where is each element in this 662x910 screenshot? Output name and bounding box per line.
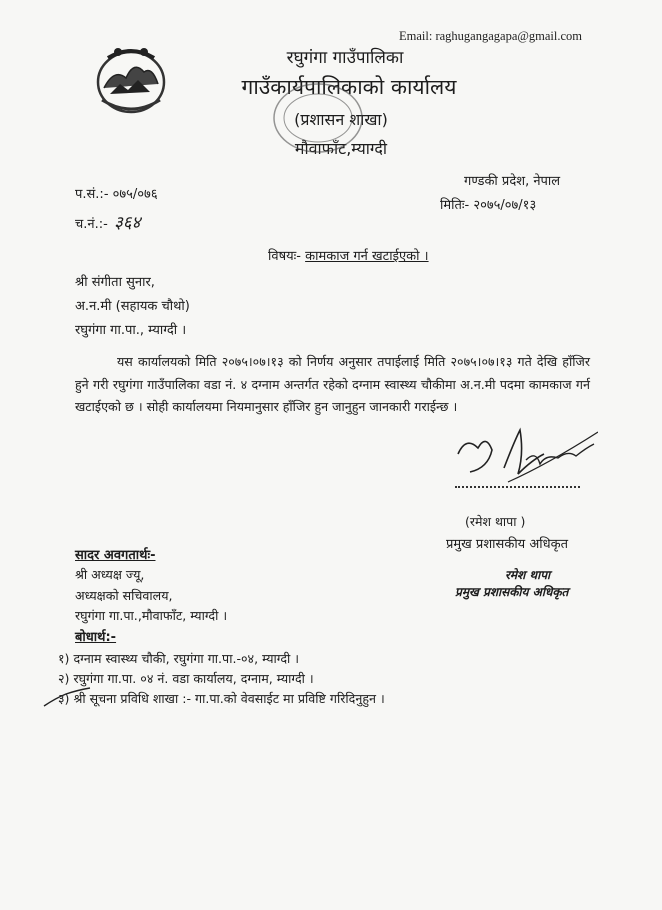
- signatory-title: प्रमुख प्रशासकीय अधिकृत: [446, 537, 569, 552]
- handwritten-mark-icon: [42, 684, 92, 712]
- chalani-handwritten-number: ३६४: [113, 213, 141, 233]
- cc-line: श्री अध्यक्ष ज्यू,: [75, 567, 145, 582]
- subject-line: [268, 246, 429, 264]
- info-line: १) दग्नाम स्वास्थ्य चौकी, रघुगंगा गा.पा.-०४, म्याग्दी ।: [58, 651, 300, 666]
- cc-line: रघुगंगा गा.पा.,मौवाफाँट, म्याग्दी ।: [75, 608, 228, 623]
- cc-line: अध्यक्षको सचिवालय,: [75, 588, 173, 603]
- subject-label: विषयः-: [268, 249, 301, 264]
- office-stamp-icon: [268, 78, 368, 158]
- province: गण्डकी प्रदेश, नेपाल: [464, 174, 561, 189]
- email-address: Email: raghugangagapa@gmail.com: [399, 29, 582, 43]
- section-name: (प्रशासन शाखा): [294, 110, 388, 129]
- signatory-name: (रमेश थापा ): [465, 514, 526, 529]
- chalani-number: [75, 210, 140, 233]
- chalani-label: च.नं.:-: [75, 217, 108, 232]
- addressee-line: श्री संगीता सुनार,: [75, 275, 155, 290]
- office-name: गाउँकार्यपालिकाको कार्यालय: [241, 75, 457, 99]
- info-line: २) रघुगंगा गा.पा. ०४ नं. वडा कार्यालय, दग्नाम, म्याग्दी ।: [58, 671, 314, 686]
- letter-body: [75, 351, 590, 419]
- handwritten-signature-icon: [448, 424, 598, 494]
- patra-sankhya: प.सं.:- ०७५/०७६: [75, 187, 158, 202]
- info-heading: बोधार्थ:-: [75, 630, 117, 645]
- subject-text: कामकाज गर्न खटाईएको ।: [305, 249, 429, 264]
- addressee-line: रघुगंगा गा.पा., म्याग्दी ।: [75, 323, 187, 338]
- title-stamp: प्रमुख प्रशासकीय अधिकृत: [455, 585, 569, 599]
- addressee-line: अ.न.मी (सहायक चौथो): [75, 299, 190, 314]
- cc-heading: सादर अवगतार्थः-: [75, 548, 156, 563]
- letter-body-text: यस कार्यालयको मिति २०७५।०७।१३ को निर्णय अनुसार तपाईलाई मिति २०७५।०७।१३ गते देखि हाँजिर हुने गरी रघुगंगा गाउँपालिका वडा नं. ४ दग्नाम अन्तर्गत रहेको दग्नाम स्वास्थ्य चौकीमा अ.न.मी पदमा कामकाज गर्न खटाईएको छ । सोही कार्यालयमा नियमानुसार हाँजिर हुन जानुहुन जानकारी गराईन्छ ।: [75, 354, 590, 414]
- info-line: ३) श्री सूचना प्रविधि शाखा :- गा.पा.को वेवसाईट मा प्रविष्टि गरिदिनुहुन ।: [58, 691, 385, 706]
- municipality-name: रघुगंगा गाउँपालिका: [286, 48, 404, 68]
- office-location: मौवाफाँट,म्याग्दी: [294, 139, 388, 158]
- letter-date: मितिः- २०७५/०७/१३: [440, 198, 537, 213]
- name-stamp: रमेश थापा: [505, 568, 551, 582]
- signature-dotted-line: [455, 486, 580, 488]
